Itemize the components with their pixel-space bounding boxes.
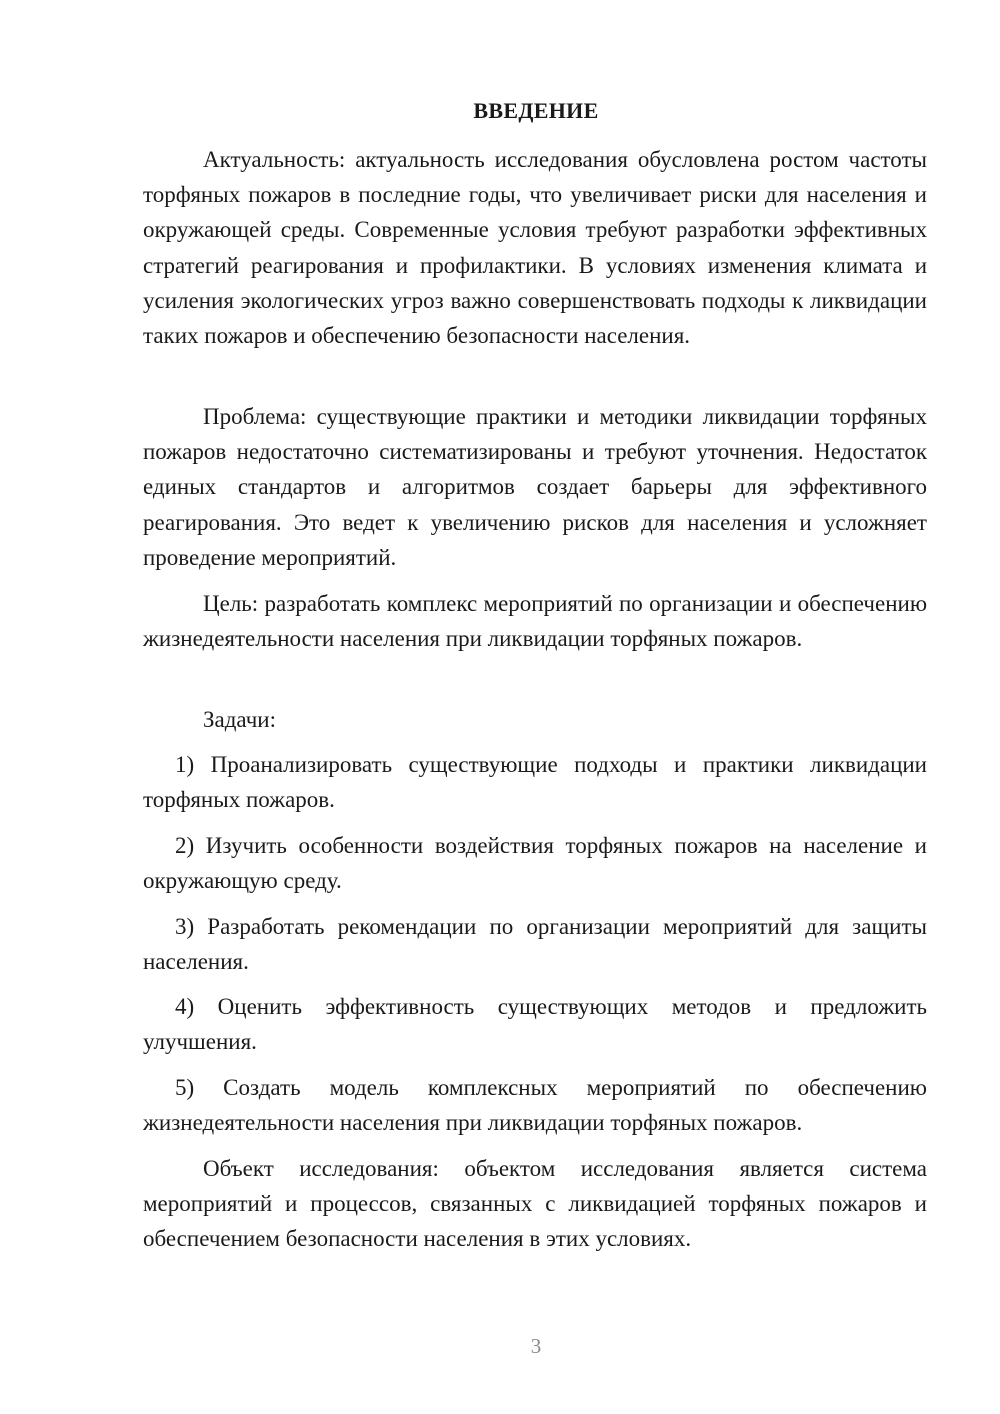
page-number: 3 [530, 1334, 542, 1358]
paragraph-relevance: Актуальность: актуальность исследования обусловлена ростом частоты торфяных пожаров в последние годы, что увеличивает риски для населения и окружающей среды. Современные условия требуют разработки эффективных стратегий реагирования и профилактики. В условиях изменения климата и усиления экологических угроз важно совершенствовать подходы к ликвидации таких пожаров и обеспечению безопасности населения. [143, 147, 927, 349]
task-item-2: 2) Изучить особенности воздействия торфяных пожаров на население и окружающую среду. [143, 833, 927, 894]
tasks-label: Задачи: [203, 707, 276, 732]
section-heading: ВВЕДЕНИЕ [473, 98, 599, 123]
task-item-5: 5) Создать модель комплексных мероприятий по обеспечению жизнедеятельности населения при ликвидации торфяных пожаров. [143, 1075, 927, 1136]
paragraph-problem: Проблема: существующие практики и методики ликвидации торфяных пожаров недостаточно систематизированы и требуют уточнения. Недостаток единых стандартов и алгоритмов создает барьеры для эффективного реагирования. Это ведет к увеличению рисков для населения и усложняет проведение мероприятий. [143, 404, 927, 570]
task-item-3: 3) Разработать рекомендации по организации мероприятий для защиты населения. [143, 914, 927, 975]
paragraph-research-object: Объект исследования: объектом исследования является система мероприятий и процессов, связанных с ликвидацией торфяных пожаров и обеспечением безопасности населения в этих условиях. [143, 1156, 927, 1252]
paragraph-goal: Цель: разработать комплекс мероприятий по организации и обеспечению жизнедеятельности населения при ликвидации торфяных пожаров. [143, 591, 927, 652]
task-item-1: 1) Проанализировать существующие подходы и практики ликвидации торфяных пожаров. [143, 752, 927, 813]
task-item-4: 4) Оценить эффективность существующих методов и предложить улучшения. [143, 994, 927, 1055]
